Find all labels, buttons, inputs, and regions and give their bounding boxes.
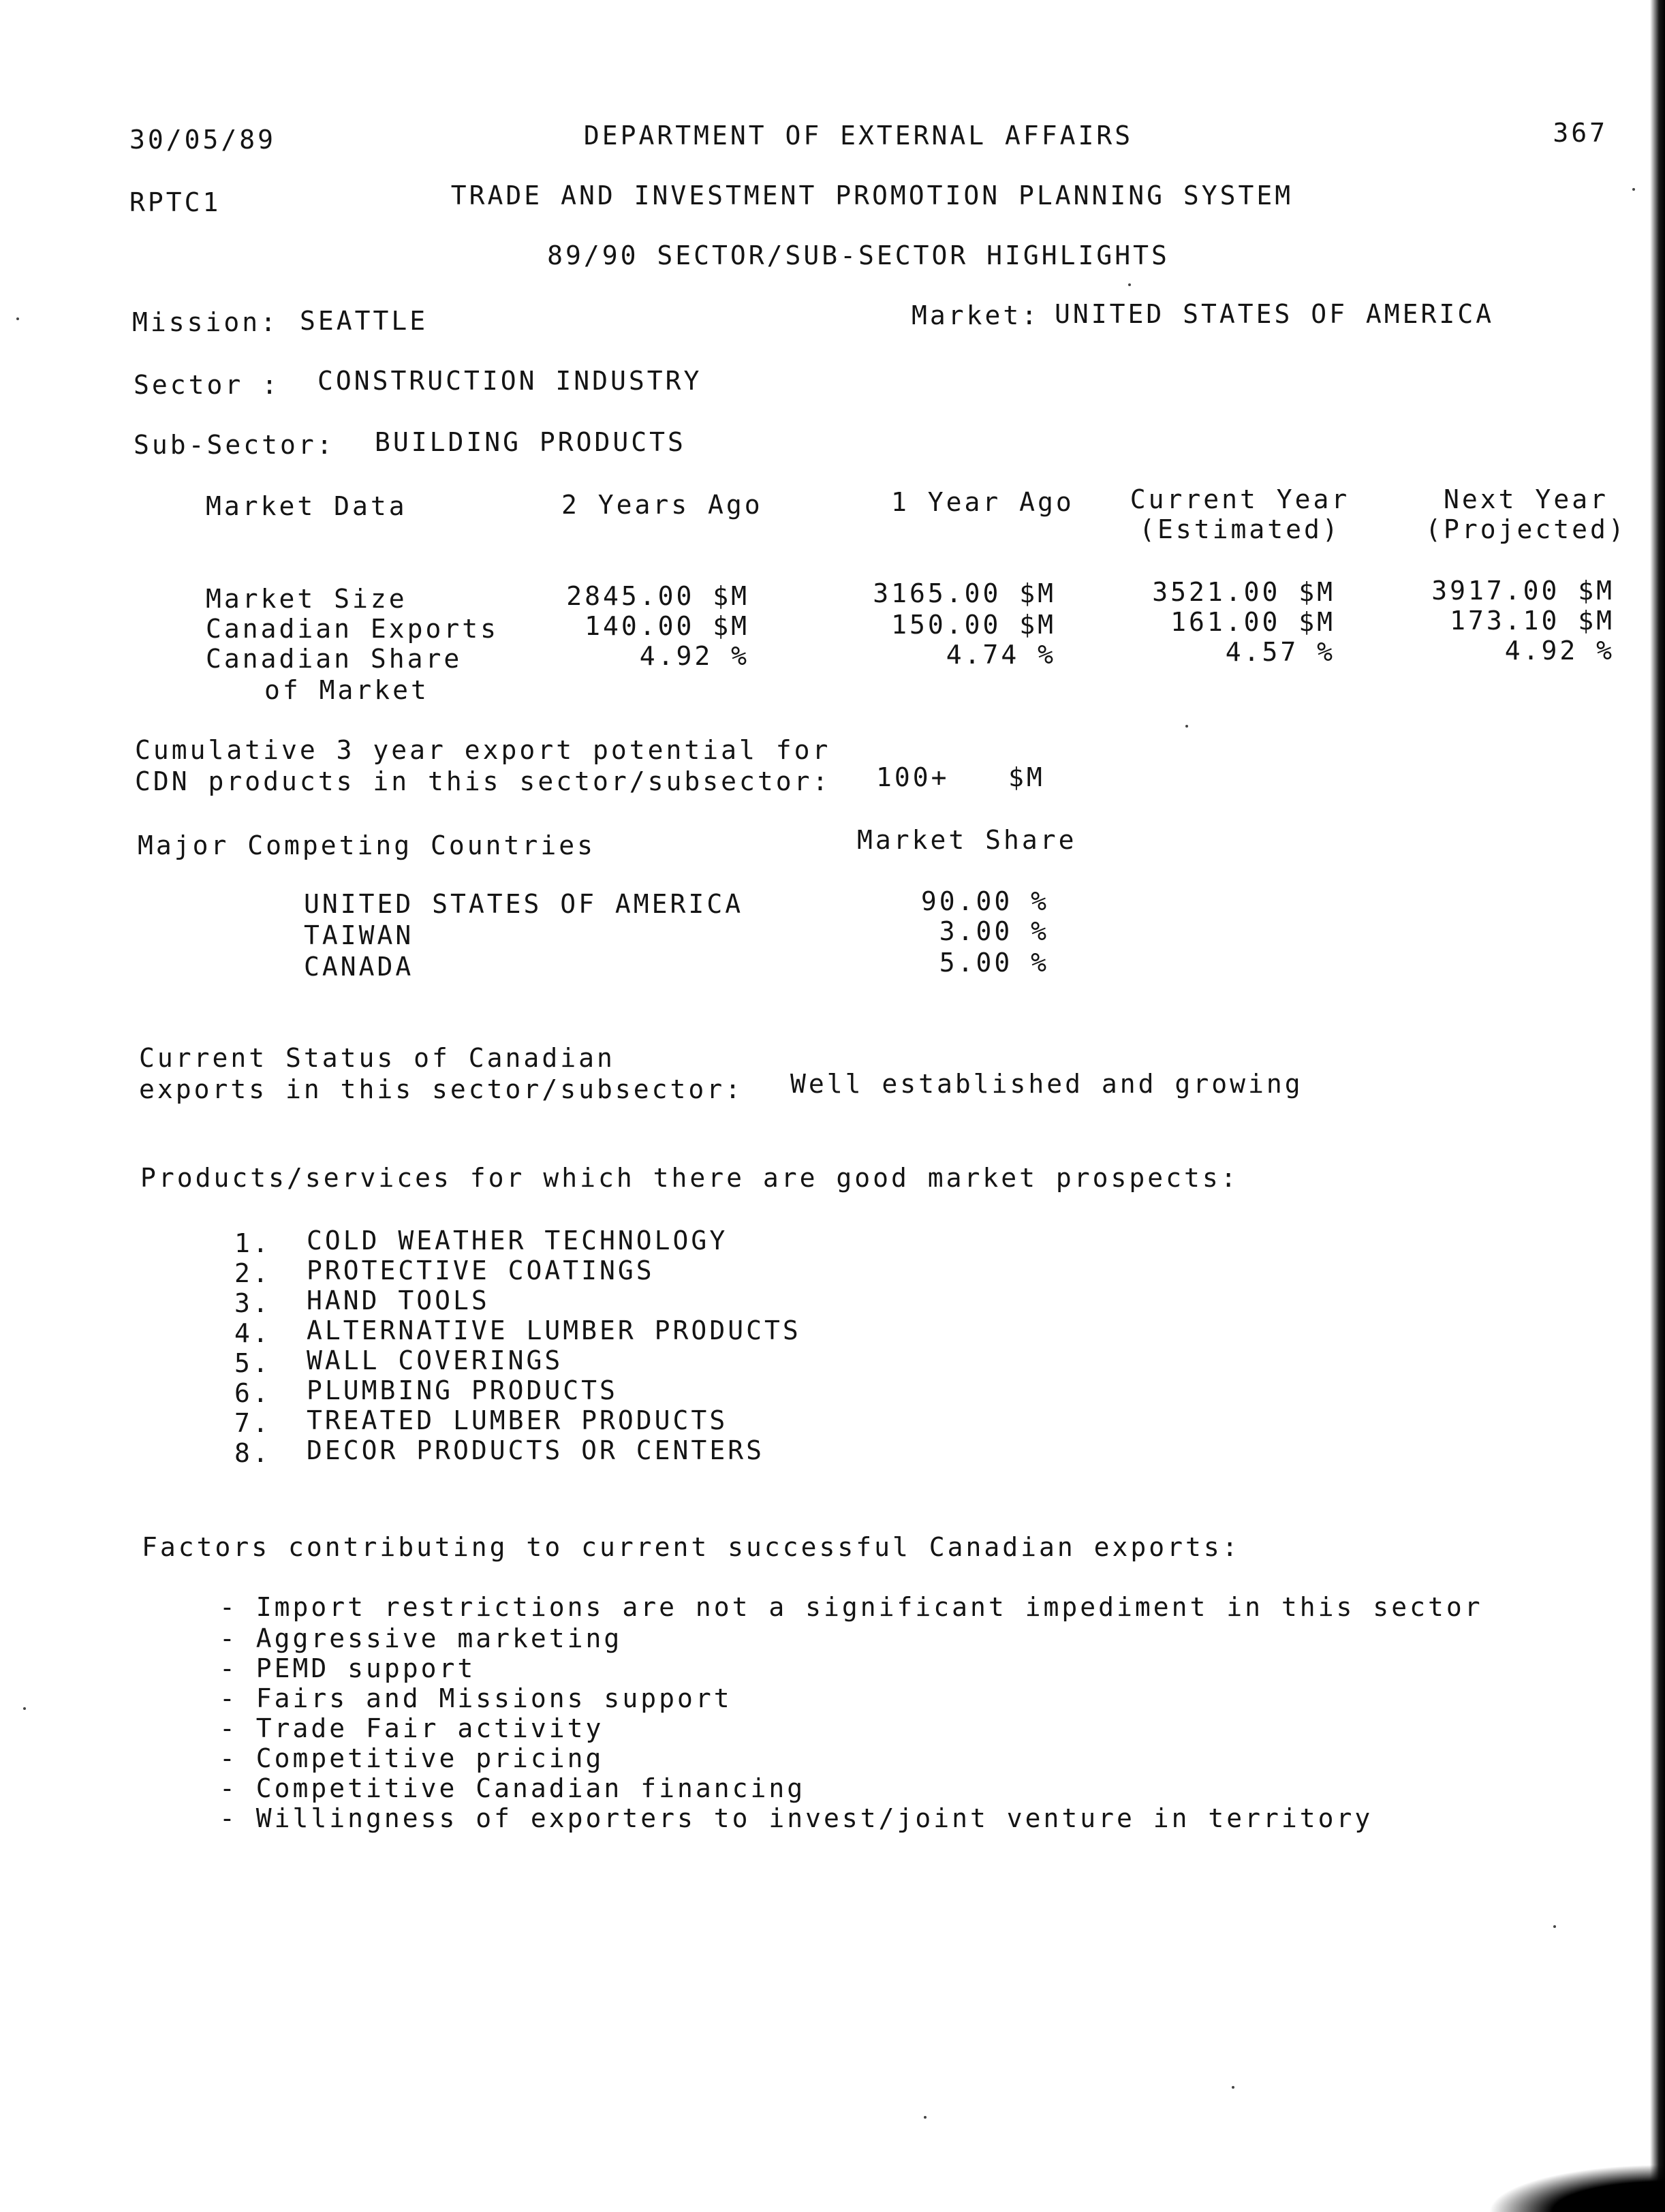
- col-header-1-year-ago: 1 Year Ago: [891, 487, 1074, 517]
- subsector-label: Sub-Sector:: [134, 430, 335, 460]
- status-text-line2: exports in this sector/subsector:: [139, 1074, 743, 1104]
- scan-speck: [1185, 725, 1188, 728]
- competitor-share: 5.00 %: [939, 948, 1049, 978]
- row-label: Market Size: [206, 584, 407, 614]
- list-item-number: 8.: [234, 1438, 271, 1468]
- list-item: - Competitive Canadian financing: [219, 1773, 806, 1803]
- list-item: COLD WEATHER TECHNOLOGY: [307, 1226, 728, 1256]
- col-header-2-years-ago: 2 Years Ago: [561, 490, 763, 520]
- row-label: Canadian Exports: [206, 614, 499, 644]
- cell-value: 3521.00 $M: [1152, 577, 1335, 607]
- cell-value: 4.92 %: [639, 641, 749, 671]
- list-item: DECOR PRODUCTS OR CENTERS: [307, 1435, 764, 1465]
- list-item: - Trade Fair activity: [219, 1713, 604, 1743]
- cell-value: 3917.00 $M: [1431, 576, 1615, 606]
- list-item-number: 7.: [234, 1408, 271, 1438]
- system-name: TRADE AND INVESTMENT PROMOTION PLANNING SYSTEM: [450, 181, 1294, 211]
- sector-value: CONSTRUCTION INDUSTRY: [317, 366, 702, 396]
- scan-speck: [924, 2116, 927, 2119]
- list-item-number: 3.: [234, 1288, 271, 1318]
- market-data-header: Market Data: [206, 491, 407, 521]
- products-heading: Products/services for which there are good market prospects:: [140, 1163, 1239, 1193]
- scan-speck: [1632, 188, 1635, 191]
- list-item: - Import restrictions are not a significant impediment in this sector: [219, 1592, 1483, 1622]
- competitor-country: UNITED STATES OF AMERICA: [304, 889, 744, 919]
- scan-speck: [1128, 283, 1131, 286]
- list-item: PROTECTIVE COATINGS: [307, 1256, 655, 1286]
- col-header-next-year-projected: (Projected): [1425, 514, 1627, 544]
- status-value: Well established and growing: [790, 1069, 1303, 1099]
- potential-text-line2: CDN products in this sector/subsector:: [135, 766, 831, 796]
- report-date: 30/05/89: [129, 125, 277, 155]
- col-header-current-year: Current Year: [1130, 484, 1350, 514]
- report-code: RPTC1: [129, 187, 221, 217]
- cell-value: 150.00 $M: [891, 610, 1056, 640]
- competitor-country: CANADA: [304, 952, 414, 982]
- list-item: - Aggressive marketing: [219, 1623, 623, 1653]
- scan-speck: [1232, 2086, 1234, 2089]
- report-title: 89/90 SECTOR/SUB-SECTOR HIGHLIGHTS: [547, 240, 1170, 270]
- mission-label: Mission:: [132, 307, 279, 337]
- cell-value: 2845.00 $M: [566, 581, 749, 611]
- list-item: ALTERNATIVE LUMBER PRODUCTS: [307, 1315, 801, 1345]
- list-item: - Willingness of exporters to invest/joint venture in territory: [219, 1803, 1373, 1833]
- list-item: - Fairs and Missions support: [219, 1683, 732, 1713]
- competitors-header: Major Competing Countries: [138, 830, 595, 860]
- market-value: UNITED STATES OF AMERICA: [1055, 299, 1495, 329]
- cell-value: 4.92 %: [1504, 636, 1615, 666]
- row-label-continued: of Market: [264, 675, 429, 705]
- list-item: PLUMBING PRODUCTS: [307, 1375, 618, 1405]
- list-item-number: 2.: [234, 1258, 271, 1288]
- page-number: 367: [1553, 118, 1608, 148]
- cell-value: 140.00 $M: [585, 611, 749, 641]
- page-curl-shadow: [1488, 2164, 1665, 2212]
- scan-speck: [23, 1707, 26, 1710]
- department-name: DEPARTMENT OF EXTERNAL AFFAIRS: [583, 121, 1134, 151]
- competitor-share: 90.00 %: [920, 886, 1049, 916]
- row-label: Canadian Share: [206, 644, 463, 674]
- sector-label: Sector :: [134, 370, 281, 400]
- list-item-number: 1.: [234, 1228, 271, 1258]
- potential-value: 100+: [876, 762, 950, 792]
- list-item: TREATED LUMBER PRODUCTS: [307, 1405, 728, 1435]
- list-item: - PEMD support: [219, 1653, 476, 1683]
- market-share-header: Market Share: [857, 825, 1077, 855]
- market-label: Market:: [912, 300, 1040, 330]
- list-item-number: 5.: [234, 1348, 271, 1378]
- scan-speck: [1553, 1925, 1556, 1928]
- competitor-share: 3.00 %: [939, 916, 1049, 946]
- list-item: WALL COVERINGS: [307, 1345, 563, 1375]
- cell-value: 173.10 $M: [1450, 606, 1615, 636]
- subsector-value: BUILDING PRODUCTS: [375, 427, 686, 457]
- potential-unit: $M: [1008, 762, 1045, 792]
- cell-value: 161.00 $M: [1170, 607, 1335, 637]
- cell-value: 3165.00 $M: [873, 578, 1056, 608]
- list-item: HAND TOOLS: [307, 1286, 490, 1315]
- mission-value: SEATTLE: [300, 306, 429, 336]
- list-item-number: 6.: [234, 1378, 271, 1408]
- scan-edge-shadow: [1650, 0, 1665, 2212]
- potential-text-line1: Cumulative 3 year export potential for: [135, 735, 831, 765]
- competitor-country: TAIWAN: [304, 920, 414, 950]
- cell-value: 4.74 %: [946, 640, 1056, 670]
- col-header-current-year-estimated: (Estimated): [1139, 514, 1341, 544]
- cell-value: 4.57 %: [1225, 637, 1335, 667]
- status-text-line1: Current Status of Canadian: [139, 1043, 615, 1073]
- scan-speck: [16, 317, 19, 320]
- factors-heading: Factors contributing to current successful Canadian exports:: [142, 1532, 1241, 1562]
- col-header-next-year: Next Year: [1444, 484, 1608, 514]
- list-item: - Competitive pricing: [219, 1743, 604, 1773]
- list-item-number: 4.: [234, 1318, 271, 1348]
